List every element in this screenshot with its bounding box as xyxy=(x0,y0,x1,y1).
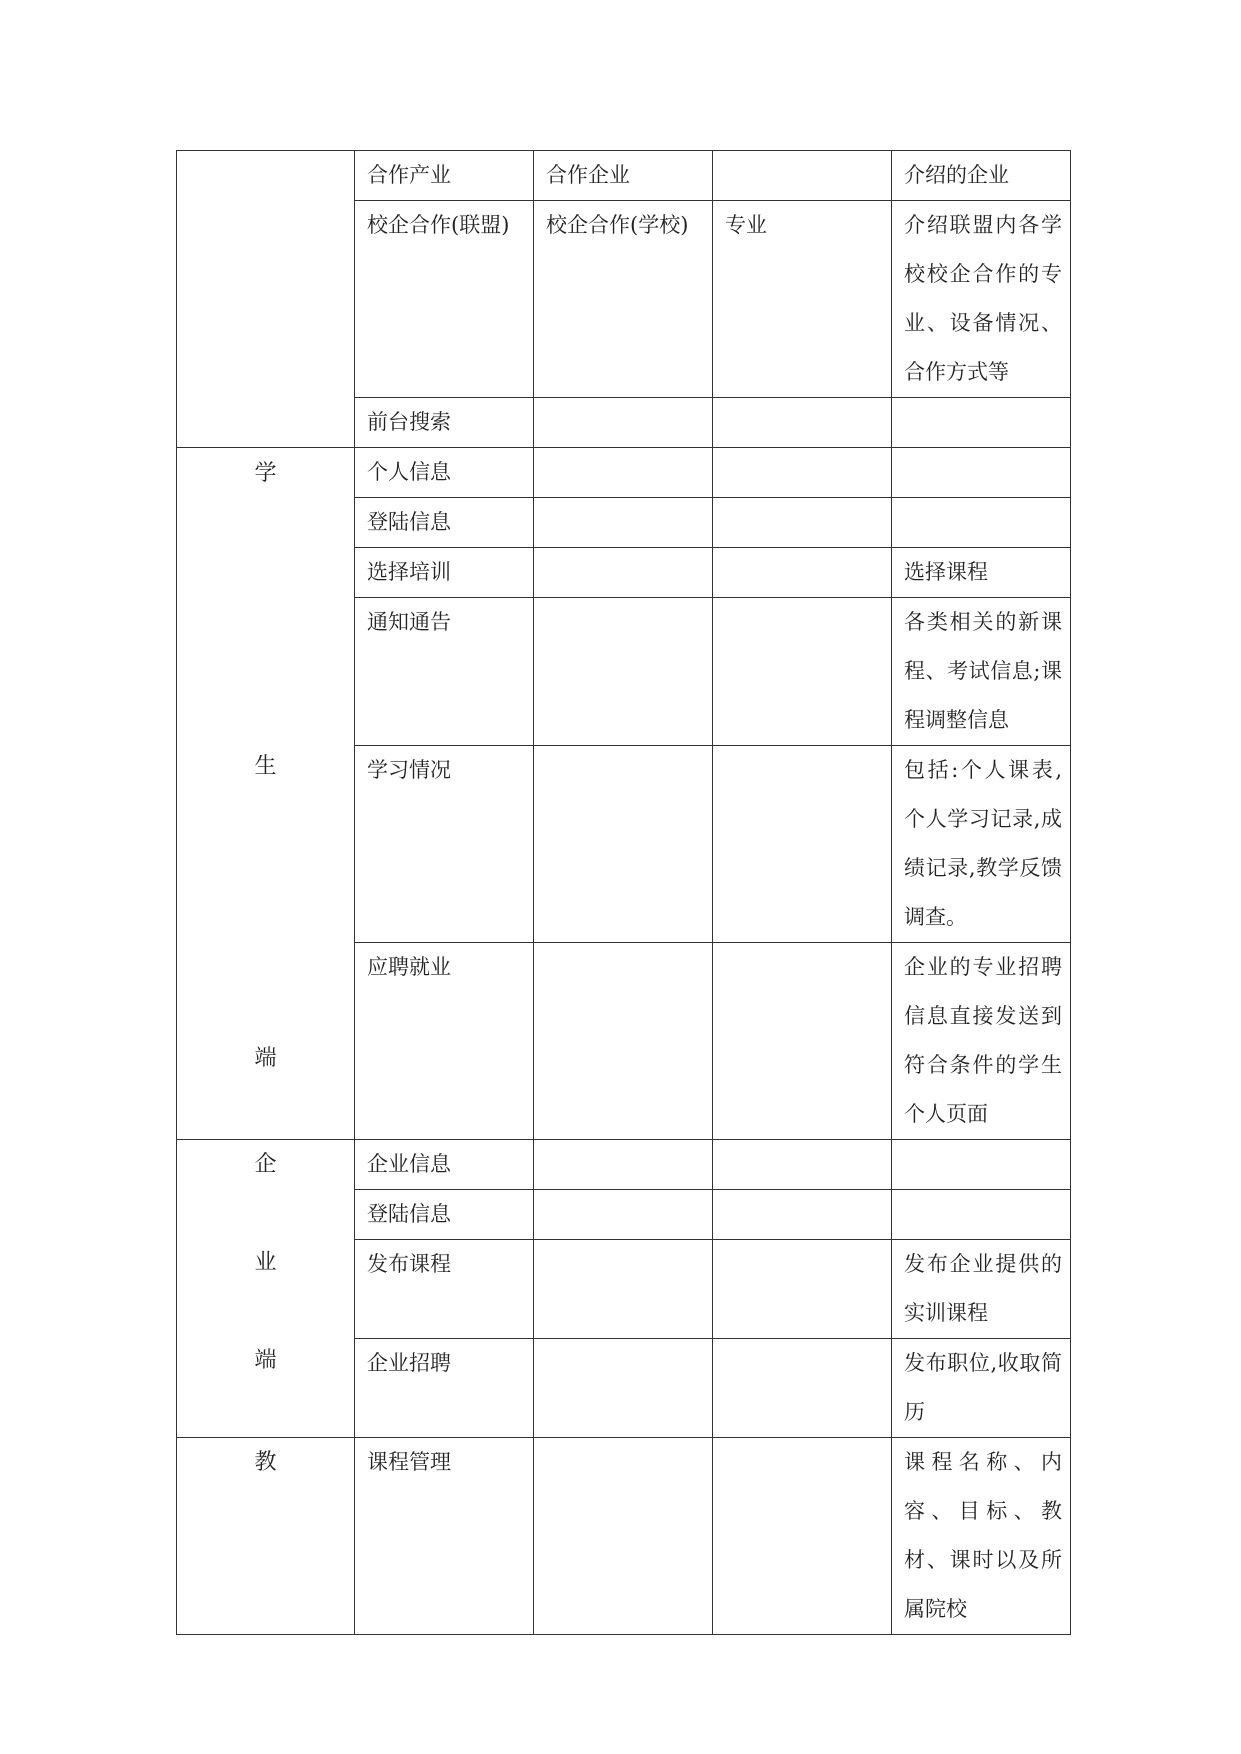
cell-text: 前台搜索 xyxy=(367,410,451,434)
table-cell xyxy=(534,943,713,1140)
table-cell xyxy=(355,1438,534,1635)
table-cell xyxy=(355,1339,534,1438)
cell-text: 个人信息 xyxy=(367,460,451,484)
cell-text: 企业的专业招聘信息直接发送到符合条件的学生个人页面 xyxy=(904,955,1062,1126)
cell-text: 选择培训 xyxy=(367,560,451,584)
table-cell xyxy=(355,398,534,448)
cell-text: 包括:个人课表,个人学习记录,成绩记录,教学反馈调查。 xyxy=(904,758,1062,929)
table-cell xyxy=(355,1190,534,1240)
table-cell xyxy=(534,398,713,448)
cell-text: 发布企业提供的实训课程 xyxy=(904,1252,1062,1325)
table-row xyxy=(177,448,1071,498)
table-cell xyxy=(713,1339,892,1438)
table-cell xyxy=(355,151,534,201)
table-cell xyxy=(892,1140,1071,1190)
table-cell xyxy=(713,201,892,398)
table-cell xyxy=(713,398,892,448)
cell-text: 校企合作(学校) xyxy=(546,213,689,237)
cell-text: 合作企业 xyxy=(546,163,630,187)
cell-text: 企业招聘 xyxy=(367,1351,451,1375)
table-cell xyxy=(713,943,892,1140)
table-cell xyxy=(892,1438,1071,1635)
cell-text: 选择课程 xyxy=(904,560,988,584)
table-cell xyxy=(534,746,713,943)
cell-text: 介绍联盟内各学校校企合作的专业、设备情况、合作方式等 xyxy=(904,213,1062,384)
table-cell xyxy=(713,498,892,548)
group-label-enterprise xyxy=(177,1140,355,1438)
table-row xyxy=(177,1438,1071,1635)
table-cell xyxy=(534,1240,713,1339)
table-cell xyxy=(892,1339,1071,1438)
table-cell xyxy=(892,151,1071,201)
table-cell xyxy=(534,1438,713,1635)
cell-text: 发布课程 xyxy=(367,1252,451,1276)
table-cell xyxy=(892,548,1071,598)
table-cell xyxy=(892,746,1071,943)
table-cell xyxy=(713,1140,892,1190)
table-cell-empty xyxy=(177,151,355,448)
cell-text: 校企合作(联盟) xyxy=(367,213,510,237)
cell-text: 合作产业 xyxy=(367,163,451,187)
cell-text: 应聘就业 xyxy=(367,955,451,979)
table-cell xyxy=(892,598,1071,746)
table-cell xyxy=(892,943,1071,1140)
table-cell xyxy=(355,548,534,598)
table-cell xyxy=(534,498,713,548)
table-cell xyxy=(534,1140,713,1190)
table-cell xyxy=(534,201,713,398)
table-cell xyxy=(355,1140,534,1190)
group-label-char: 生 xyxy=(254,754,277,779)
table-cell xyxy=(713,151,892,201)
table-cell xyxy=(355,201,534,398)
table-cell xyxy=(355,598,534,746)
table-cell xyxy=(355,746,534,943)
table-cell xyxy=(892,201,1071,398)
table-cell xyxy=(892,1190,1071,1240)
group-label-teacher xyxy=(177,1438,355,1635)
group-label-char: 端 xyxy=(254,1348,277,1373)
table-cell xyxy=(355,498,534,548)
cell-text: 登陆信息 xyxy=(367,1202,451,1226)
cell-text: 专业 xyxy=(725,213,767,237)
table-cell xyxy=(355,943,534,1140)
cell-text: 企业信息 xyxy=(367,1152,451,1176)
table-cell xyxy=(355,1240,534,1339)
cell-text: 课程管理 xyxy=(367,1450,451,1474)
table-cell xyxy=(534,151,713,201)
table-row xyxy=(177,151,1071,201)
group-label-char: 业 xyxy=(254,1250,277,1275)
cell-text: 登陆信息 xyxy=(367,510,451,534)
group-label-student xyxy=(177,448,355,1140)
table-cell xyxy=(713,1190,892,1240)
cell-text: 各类相关的新课程、考试信息;课程调整信息 xyxy=(904,610,1062,732)
feature-table xyxy=(176,150,1071,1635)
table-cell xyxy=(713,746,892,943)
table-cell xyxy=(355,448,534,498)
group-label-char: 学 xyxy=(254,461,277,486)
table-cell xyxy=(713,1240,892,1339)
group-label-char: 企 xyxy=(254,1152,277,1177)
table-cell xyxy=(892,498,1071,548)
table-cell xyxy=(534,548,713,598)
table-cell xyxy=(534,1339,713,1438)
table-cell xyxy=(892,1240,1071,1339)
cell-text: 通知通告 xyxy=(367,610,451,634)
table-cell xyxy=(534,598,713,746)
group-label-char: 教 xyxy=(254,1450,277,1475)
table-cell xyxy=(534,448,713,498)
table-cell xyxy=(713,1438,892,1635)
table-cell xyxy=(892,448,1071,498)
cell-text: 学习情况 xyxy=(367,758,451,782)
table-row xyxy=(177,1140,1071,1190)
table-cell xyxy=(713,548,892,598)
cell-text: 课程名称、内容、目标、教材、课时以及所属院校 xyxy=(904,1450,1062,1621)
cell-text: 介绍的企业 xyxy=(904,163,1009,187)
group-label-char: 端 xyxy=(254,1046,277,1071)
table-cell xyxy=(713,448,892,498)
table-cell xyxy=(892,398,1071,448)
table-cell xyxy=(713,598,892,746)
cell-text: 发布职位,收取简历 xyxy=(904,1351,1062,1424)
table-cell xyxy=(534,1190,713,1240)
